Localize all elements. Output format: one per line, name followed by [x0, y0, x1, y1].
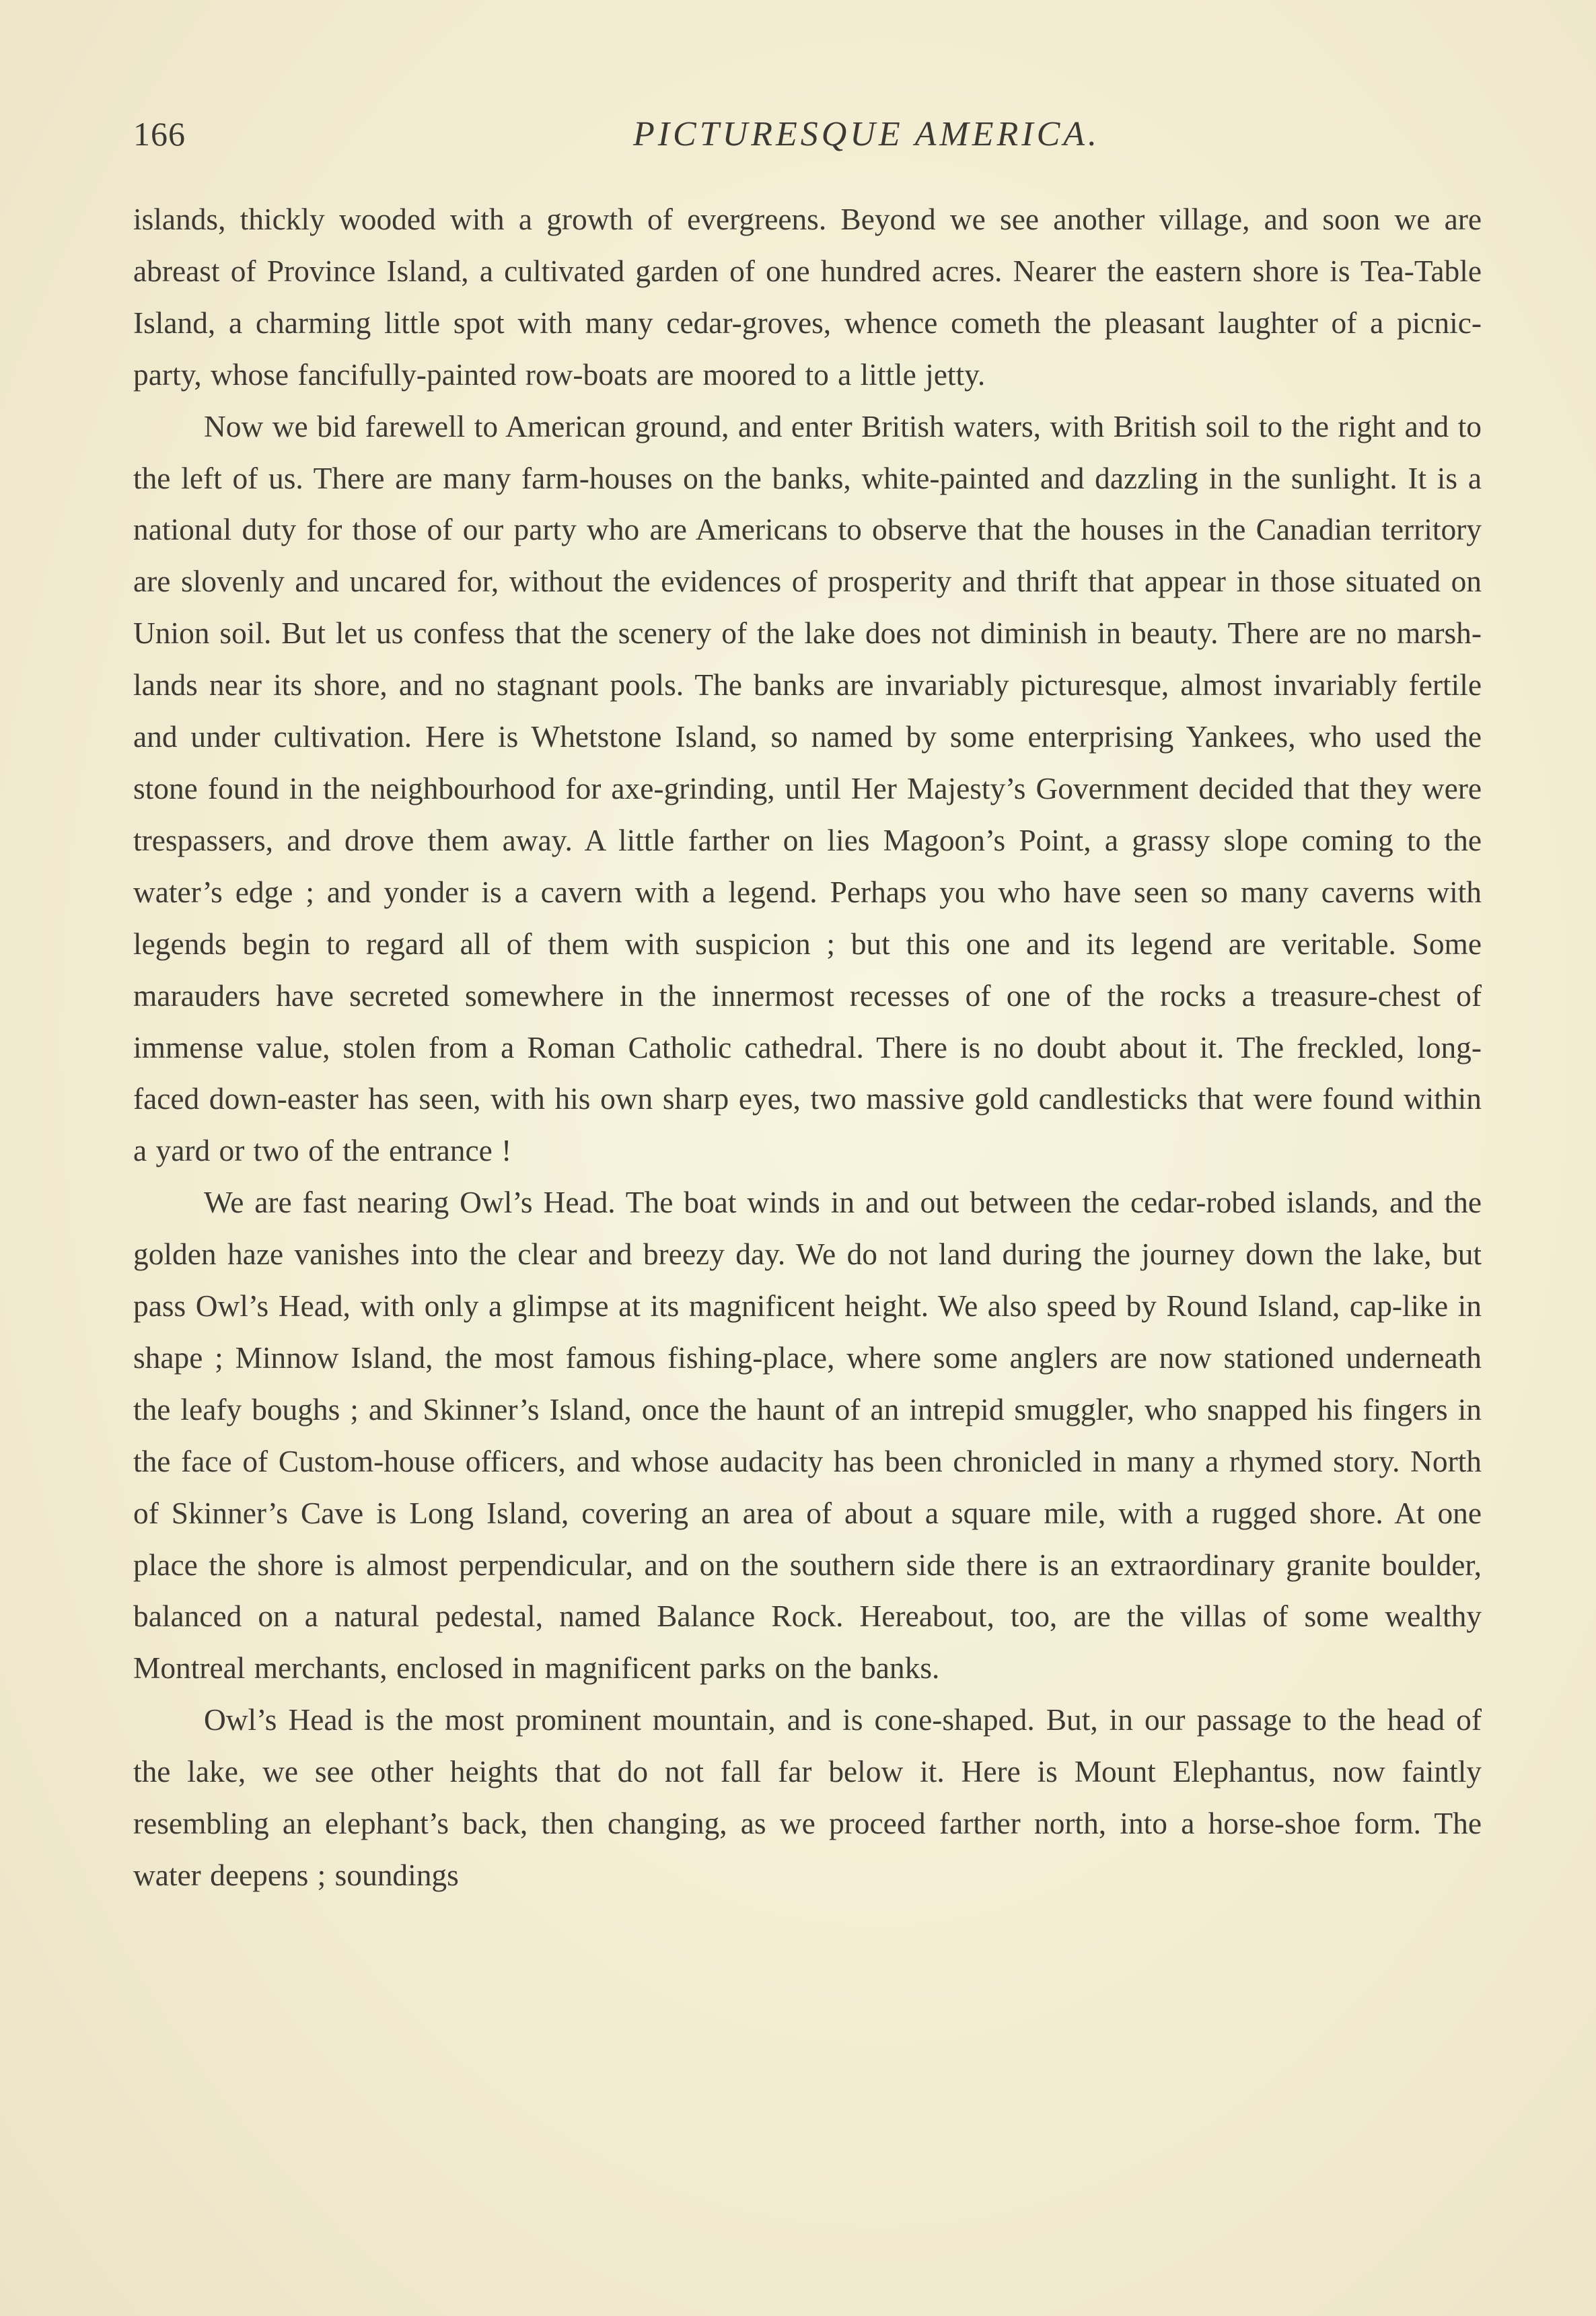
- paragraph-1: islands, thickly wooded with a growth of evergreens. Beyond we see another village, and soon we are abreast of Province Island, a cultivated garden of one hundred acres. Nearer the eastern shore is Tea-Table Island, a charming little spot with many cedar-groves, whence cometh the pleasant laughter of a picnic-party, whose fancifully-painted row-boats are moored to a little jetty.: [133, 203, 1482, 392]
- page-number: 166: [133, 115, 186, 153]
- page-header: [133, 114, 1479, 161]
- running-title: PICTURESQUE AMERICA.: [632, 115, 1101, 153]
- body-text: [133, 194, 1482, 1902]
- paragraph-4: Owl’s Head is the most prominent mountain, and is cone-shaped. But, in our passage to the head of the lake, we see other heights that do not fall far below it. Here is Mount Elephantus, now faintly resembling an elephant’s back, then changing, as we proceed farther north, into a horse-shoe form. The water deepens ; soundings: [133, 1703, 1482, 1892]
- paragraph-2: Now we bid farewell to American ground, and enter British waters, with British soil to the right and to the left of us. There are many farm-houses on the banks, white-painted and dazzling in the sunlight. It is a national duty for those of our party who are Americans to observe that the houses in the Canadian territory are slovenly and uncared for, without the evidences of prosperity and thrift that appear in those situated on Union soil. But let us confess that the scenery of the lake does not diminish in beauty. There are no marsh-lands near its shore, and no stagnant pools. The banks are invariably picturesque, almost invariably fertile and under cultivation. Here is Whetstone Island, so named by some enterprising Yankees, who used the stone found in the neighbourhood for axe-grinding, until Her Majesty’s Government decided that they were trespassers, and drove them away. A little farther on lies Magoon’s Point, a grassy slope coming to the water’s edge ; and yonder is a cavern with a legend. Perhaps you who have seen so many caverns with legends begin to regard all of them with suspicion ; but this one and its legend are veritable. Some marauders have secreted somewhere in the innermost recesses of one of the rocks a treasure-chest of immense value, stolen from a Roman Catholic cathedral. There is no doubt about it. The freckled, long-faced down-easter has seen, with his own sharp eyes, two massive gold candlesticks that were found within a yard or two of the entrance !: [133, 409, 1482, 1168]
- paragraph-3: We are fast nearing Owl’s Head. The boat winds in and out between the cedar-robed islands, and the golden haze vanishes into the clear and breezy day. We do not land during the journey down the lake, but pass Owl’s Head, with only a glimpse at its magnificent height. We also speed by Round Island, cap-like in shape ; Minnow Island, the most famous fishing-place, where some anglers are now stationed underneath the leafy boughs ; and Skinner’s Island, once the haunt of an intrepid smuggler, who snapped his fingers in the face of Custom-house officers, and whose audacity has been chronicled in many a rhymed story. North of Skinner’s Cave is Long Island, covering an area of about a square mile, with a rugged shore. At one place the shore is almost perpendicular, and on the southern side there is an extraordinary granite boulder, balanced on a natural pedestal, named Balance Rock. Hereabout, too, are the villas of some wealthy Montreal merchants, enclosed in magnificent parks on the banks.: [133, 1186, 1482, 1686]
